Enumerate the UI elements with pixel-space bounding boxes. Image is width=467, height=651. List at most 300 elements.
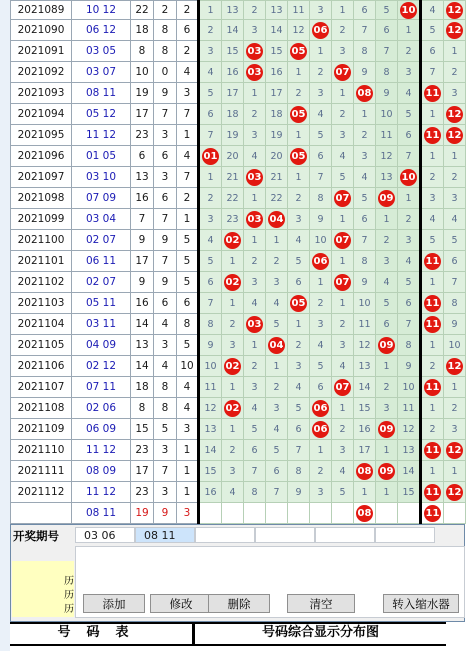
table-row[interactable] [11, 167, 466, 188]
trend-cell [266, 209, 288, 230]
trend-cell: 7 [421, 62, 444, 83]
trend-cell: 2 [354, 125, 376, 146]
sum-cell: 13 [131, 335, 154, 356]
trend-cell: 3 [376, 398, 398, 419]
trend-cell: 3 [398, 230, 421, 251]
hit-ball: 12 [446, 127, 463, 144]
trend-cell [222, 503, 244, 524]
trend-cell: 1 [332, 251, 354, 272]
trend-cell: 7 [288, 440, 310, 461]
trend-cell: 4 [444, 209, 466, 230]
trend-cell: 5 [310, 356, 332, 377]
trend-cell: 5 [199, 251, 222, 272]
sum-cell: 16 [131, 293, 154, 314]
ac-cell: 5 [177, 272, 199, 293]
ac-cell: 1 [177, 209, 199, 230]
hit-ball: 09 [378, 421, 395, 438]
numbers-cell: 03 04 [72, 209, 131, 230]
trend-cell: 1 [199, 1, 222, 20]
numbers-cell: 03 05 [72, 41, 131, 62]
span-cell: 9 [154, 503, 177, 524]
trend-cell: 2 [376, 377, 398, 398]
trend-cell: 6 [266, 461, 288, 482]
numbers-cell: 05 12 [72, 104, 131, 125]
trend-cell: 6 [421, 41, 444, 62]
table-row[interactable] [11, 272, 466, 293]
period-cell: 2021112 [11, 482, 72, 503]
trend-cell: 6 [354, 1, 376, 20]
ac-cell: 10 [177, 356, 199, 377]
trend-cell: 2 [332, 20, 354, 41]
trend-cell: 3 [310, 482, 332, 503]
trend-cell: 7 [244, 461, 266, 482]
trend-cell: 7 [444, 272, 466, 293]
table-row[interactable] [11, 188, 466, 209]
trend-cell: 5 [421, 230, 444, 251]
hit-ball: 05 [290, 295, 307, 312]
numbers-cell: 07 11 [72, 377, 131, 398]
ac-cell: 3 [177, 503, 199, 524]
span-cell: 4 [154, 314, 177, 335]
period-cell: 2021092 [11, 62, 72, 83]
trend-cell: 2 [266, 377, 288, 398]
trend-cell: 4 [332, 461, 354, 482]
trend-cell: 2 [444, 167, 466, 188]
trend-cell [444, 503, 466, 524]
trend-cell: 5 [398, 272, 421, 293]
table-row[interactable] [11, 41, 466, 62]
trend-cell: 1 [332, 83, 354, 104]
trend-cell: 5 [421, 20, 444, 41]
footer-captions [10, 622, 446, 646]
trend-cell: 2 [332, 419, 354, 440]
trend-cell: 1 [288, 314, 310, 335]
trend-cell: 1 [222, 377, 244, 398]
table-row[interactable] [11, 419, 466, 440]
period-cell: 2021090 [11, 20, 72, 41]
span-cell: 6 [154, 146, 177, 167]
trend-cell: 6 [398, 293, 421, 314]
hit-ball: 09 [378, 463, 395, 480]
trend-cell: 3 [310, 1, 332, 20]
hit-ball: 05 [290, 43, 307, 60]
trend-cell: 4 [244, 293, 266, 314]
trend-cell [332, 272, 354, 293]
table-row[interactable] [11, 335, 466, 356]
trend-cell: 1 [310, 272, 332, 293]
table-row[interactable] [11, 104, 466, 125]
prediction-row[interactable] [11, 503, 466, 524]
trend-cell: 3 [398, 62, 421, 83]
hit-ball: 11 [424, 85, 441, 102]
trend-cell: 9 [444, 314, 466, 335]
table-row[interactable] [11, 125, 466, 146]
numbers-cell: 06 12 [72, 20, 131, 41]
trend-cell: 3 [288, 209, 310, 230]
trend-cell [354, 461, 376, 482]
trend-cell: 5 [288, 398, 310, 419]
sum-cell: 19 [131, 83, 154, 104]
trend-cell: 9 [354, 272, 376, 293]
trend-cell: 2 [310, 62, 332, 83]
trend-cell: 6 [288, 419, 310, 440]
trend-cell: 1 [376, 209, 398, 230]
numbers-cell: 11 12 [72, 482, 131, 503]
trend-cell [288, 41, 310, 62]
table-row[interactable] [11, 62, 466, 83]
hit-ball: 12 [446, 106, 463, 123]
table-row[interactable] [11, 356, 466, 377]
sum-cell: 13 [131, 167, 154, 188]
period-cell: 2021108 [11, 398, 72, 419]
number-table-caption: 号码表 [10, 624, 195, 644]
trend-cell: 17 [354, 440, 376, 461]
trend-cell [421, 377, 444, 398]
trend-cell: 6 [376, 20, 398, 41]
period-cell: 2021097 [11, 167, 72, 188]
hit-ball: 03 [246, 211, 263, 228]
trend-cell [266, 335, 288, 356]
trend-cell: 3 [444, 83, 466, 104]
trend-cell [288, 104, 310, 125]
trend-cell: 12 [288, 20, 310, 41]
trend-cell: 1 [222, 419, 244, 440]
trend-cell: 6 [354, 209, 376, 230]
trend-cell: 9 [288, 482, 310, 503]
trend-cell: 6 [310, 146, 332, 167]
numbers-cell: 08 09 [72, 461, 131, 482]
ac-cell: 5 [177, 335, 199, 356]
trend-cell: 5 [244, 419, 266, 440]
sum-cell: 6 [131, 146, 154, 167]
table-row[interactable] [11, 83, 466, 104]
trend-cell: 4 [222, 482, 244, 503]
sum-cell: 22 [131, 1, 154, 20]
trend-cell: 7 [398, 146, 421, 167]
numbers-cell: 03 10 [72, 167, 131, 188]
ac-cell: 2 [177, 41, 199, 62]
trend-cell: 6 [244, 440, 266, 461]
trend-cell [444, 20, 466, 41]
trend-cell: 6 [444, 251, 466, 272]
number-field[interactable] [195, 527, 255, 543]
table-row[interactable] [11, 314, 466, 335]
number-field[interactable] [375, 527, 435, 543]
table-row[interactable] [11, 377, 466, 398]
period-cell: 2021109 [11, 419, 72, 440]
trend-cell: 2 [376, 230, 398, 251]
hit-ball: 07 [334, 379, 351, 396]
trend-cell: 8 [376, 62, 398, 83]
edit-button[interactable]: 修改 [150, 594, 212, 613]
hit-ball: 11 [424, 442, 441, 459]
trend-cell: 4 [332, 146, 354, 167]
period-cell: 2021098 [11, 188, 72, 209]
trend-cell [421, 251, 444, 272]
hit-ball: 11 [424, 505, 441, 522]
trend-cell [332, 230, 354, 251]
numbers-cell: 04 09 [72, 335, 131, 356]
hit-ball: 08 [356, 85, 373, 102]
period-cell: 2021105 [11, 335, 72, 356]
hit-ball: 02 [224, 358, 241, 375]
ac-cell: 2 [177, 188, 199, 209]
hit-ball: 02 [224, 274, 241, 291]
trend-cell [398, 503, 421, 524]
trend-cell: 10 [398, 377, 421, 398]
numbers-cell: 02 12 [72, 356, 131, 377]
trend-cell: 4 [398, 83, 421, 104]
draw-period-label: 开奖期号 [13, 529, 59, 543]
trend-cell: 8 [199, 314, 222, 335]
trend-cell [244, 41, 266, 62]
trend-cell [376, 188, 398, 209]
table-row[interactable] [11, 398, 466, 419]
hit-ball: 03 [246, 64, 263, 81]
number-field-selected[interactable]: 08 11 [135, 527, 195, 543]
trend-cell [376, 335, 398, 356]
trend-cell: 2 [199, 188, 222, 209]
sum-cell: 14 [131, 356, 154, 377]
trend-cell: 1 [288, 125, 310, 146]
trend-cell: 20 [266, 146, 288, 167]
trend-cell: 3 [354, 146, 376, 167]
trend-cell: 3 [376, 251, 398, 272]
trend-cell: 18 [222, 104, 244, 125]
sum-cell: 17 [131, 104, 154, 125]
span-cell: 6 [154, 293, 177, 314]
ac-cell: 1 [177, 461, 199, 482]
trend-cell: 4 [288, 230, 310, 251]
period-cell: 2021094 [11, 104, 72, 125]
trend-cell [444, 125, 466, 146]
trend-cell: 7 [266, 482, 288, 503]
trend-cell [266, 503, 288, 524]
trend-cell: 2 [332, 104, 354, 125]
period-cell: 2021095 [11, 125, 72, 146]
trend-cell: 8 [354, 251, 376, 272]
trend-cell [244, 167, 266, 188]
trend-cell [199, 503, 222, 524]
trend-cell: 1 [444, 146, 466, 167]
trend-cell: 1 [332, 293, 354, 314]
trend-cell: 1 [222, 251, 244, 272]
sum-cell: 10 [131, 62, 154, 83]
trend-cell [332, 62, 354, 83]
trend-cell: 2 [244, 251, 266, 272]
span-cell: 3 [154, 125, 177, 146]
trend-cell [354, 503, 376, 524]
trend-cell: 8 [310, 188, 332, 209]
trend-cell: 19 [222, 125, 244, 146]
trend-cell [222, 356, 244, 377]
span-cell: 7 [154, 104, 177, 125]
trend-cell [310, 20, 332, 41]
trend-cell: 4 [332, 356, 354, 377]
trend-cell: 6 [398, 125, 421, 146]
trend-cell: 14 [398, 461, 421, 482]
trend-cell: 6 [199, 272, 222, 293]
trend-cell: 1 [244, 188, 266, 209]
hit-ball: 03 [246, 316, 263, 333]
trend-cell: 1 [376, 482, 398, 503]
hit-ball: 06 [312, 22, 329, 39]
period-cell [11, 503, 72, 524]
table-row[interactable] [11, 230, 466, 251]
trend-cell: 11 [199, 377, 222, 398]
trend-cell: 1 [354, 482, 376, 503]
trend-cell: 1 [288, 167, 310, 188]
trend-cell [310, 503, 332, 524]
trend-cell: 2 [288, 335, 310, 356]
span-cell: 9 [154, 272, 177, 293]
trend-cell: 14 [266, 20, 288, 41]
add-button[interactable]: 添加 [83, 594, 145, 613]
span-cell: 3 [154, 482, 177, 503]
trend-cell: 22 [266, 188, 288, 209]
trend-cell: 5 [288, 251, 310, 272]
ac-cell: 8 [177, 314, 199, 335]
trend-cell: 1 [266, 230, 288, 251]
trend-cell [310, 419, 332, 440]
side-row [12, 561, 74, 575]
hit-ball: 11 [424, 379, 441, 396]
numbers-cell: 06 11 [72, 251, 131, 272]
trend-cell: 4 [310, 335, 332, 356]
numbers-cell: 01 05 [72, 146, 131, 167]
trend-cell [444, 1, 466, 20]
sum-cell: 16 [131, 188, 154, 209]
delete-button[interactable]: 删除 [208, 594, 270, 613]
trend-cell: 13 [398, 440, 421, 461]
numbers-cell: 11 12 [72, 125, 131, 146]
table-row[interactable] [11, 146, 466, 167]
trend-cell: 4 [266, 293, 288, 314]
trend-cell: 12 [199, 398, 222, 419]
number-field[interactable] [255, 527, 315, 543]
table-row[interactable] [11, 1, 466, 20]
hit-ball: 02 [224, 232, 241, 249]
ac-cell: 3 [177, 83, 199, 104]
trend-cell: 13 [354, 356, 376, 377]
hit-ball: 06 [312, 400, 329, 417]
trend-cell: 8 [398, 335, 421, 356]
trend-cell: 4 [354, 167, 376, 188]
trend-cell [222, 272, 244, 293]
numbers-cell: 03 11 [72, 314, 131, 335]
trend-cell: 3 [332, 335, 354, 356]
trend-cell: 2 [244, 1, 266, 20]
trend-cell: 2 [244, 356, 266, 377]
hit-ball: 04 [268, 337, 285, 354]
hit-ball: 11 [424, 295, 441, 312]
clear-button[interactable]: 清空 [287, 594, 355, 613]
to-shrink-button[interactable]: 转入缩水器 [383, 594, 459, 613]
trend-cell: 2 [266, 251, 288, 272]
trend-cell: 4 [376, 272, 398, 293]
trend-cell: 9 [398, 356, 421, 377]
trend-cell [398, 1, 421, 20]
table-row[interactable] [11, 482, 466, 503]
sum-cell: 15 [131, 419, 154, 440]
period-cell: 2021110 [11, 440, 72, 461]
period-cell: 2021096 [11, 146, 72, 167]
hit-ball: 03 [246, 43, 263, 60]
table-row[interactable] [11, 251, 466, 272]
trend-cell: 3 [332, 41, 354, 62]
hit-ball: 03 [246, 169, 263, 186]
hit-ball: 11 [424, 484, 441, 501]
trend-cell: 10 [199, 356, 222, 377]
trend-cell: 5 [444, 230, 466, 251]
trend-cell: 23 [222, 209, 244, 230]
number-field[interactable]: 03 06 [75, 527, 135, 543]
numbers-cell: 02 07 [72, 230, 131, 251]
numbers-cell: 02 07 [72, 272, 131, 293]
history-side-labels [12, 547, 74, 619]
trend-cell [444, 482, 466, 503]
trend-cell [398, 167, 421, 188]
trend-cell [244, 209, 266, 230]
trend-cell [444, 440, 466, 461]
trend-cell [444, 356, 466, 377]
span-cell: 5 [154, 419, 177, 440]
trend-cell: 3 [199, 41, 222, 62]
table-row[interactable] [11, 209, 466, 230]
trend-cell: 4 [244, 146, 266, 167]
trend-cell: 1 [444, 41, 466, 62]
numbers-cell: 05 11 [72, 293, 131, 314]
trend-cell: 3 [444, 419, 466, 440]
span-cell: 8 [154, 20, 177, 41]
trend-cell: 16 [354, 419, 376, 440]
sum-cell: 14 [131, 314, 154, 335]
ac-cell: 1 [177, 482, 199, 503]
ac-cell: 5 [177, 230, 199, 251]
trend-cell: 3 [310, 314, 332, 335]
trend-cell: 7 [398, 314, 421, 335]
period-cell: 2021102 [11, 272, 72, 293]
table-row[interactable] [11, 440, 466, 461]
span-cell: 7 [154, 209, 177, 230]
trend-cell: 13 [199, 419, 222, 440]
hit-ball: 10 [400, 2, 417, 19]
ac-cell: 1 [177, 125, 199, 146]
sum-cell: 7 [131, 209, 154, 230]
span-cell: 9 [154, 83, 177, 104]
hit-ball: 08 [356, 463, 373, 480]
trend-cell: 1 [332, 398, 354, 419]
span-cell: 7 [154, 461, 177, 482]
sum-cell: 18 [131, 20, 154, 41]
trend-cell: 18 [266, 104, 288, 125]
trend-cell: 12 [354, 335, 376, 356]
trend-cell [288, 503, 310, 524]
trend-cell: 9 [310, 209, 332, 230]
numbers-cell: 08 11 [72, 83, 131, 104]
trend-cell: 4 [421, 209, 444, 230]
history-label: 历 [12, 589, 74, 603]
trend-cell: 7 [310, 167, 332, 188]
table-row[interactable] [11, 461, 466, 482]
trend-cell: 7 [199, 125, 222, 146]
span-cell: 8 [154, 41, 177, 62]
numbers-cell: 07 09 [72, 188, 131, 209]
number-field[interactable] [315, 527, 375, 543]
table-row[interactable] [11, 293, 466, 314]
period-cell: 2021093 [11, 83, 72, 104]
table-row[interactable] [11, 20, 466, 41]
